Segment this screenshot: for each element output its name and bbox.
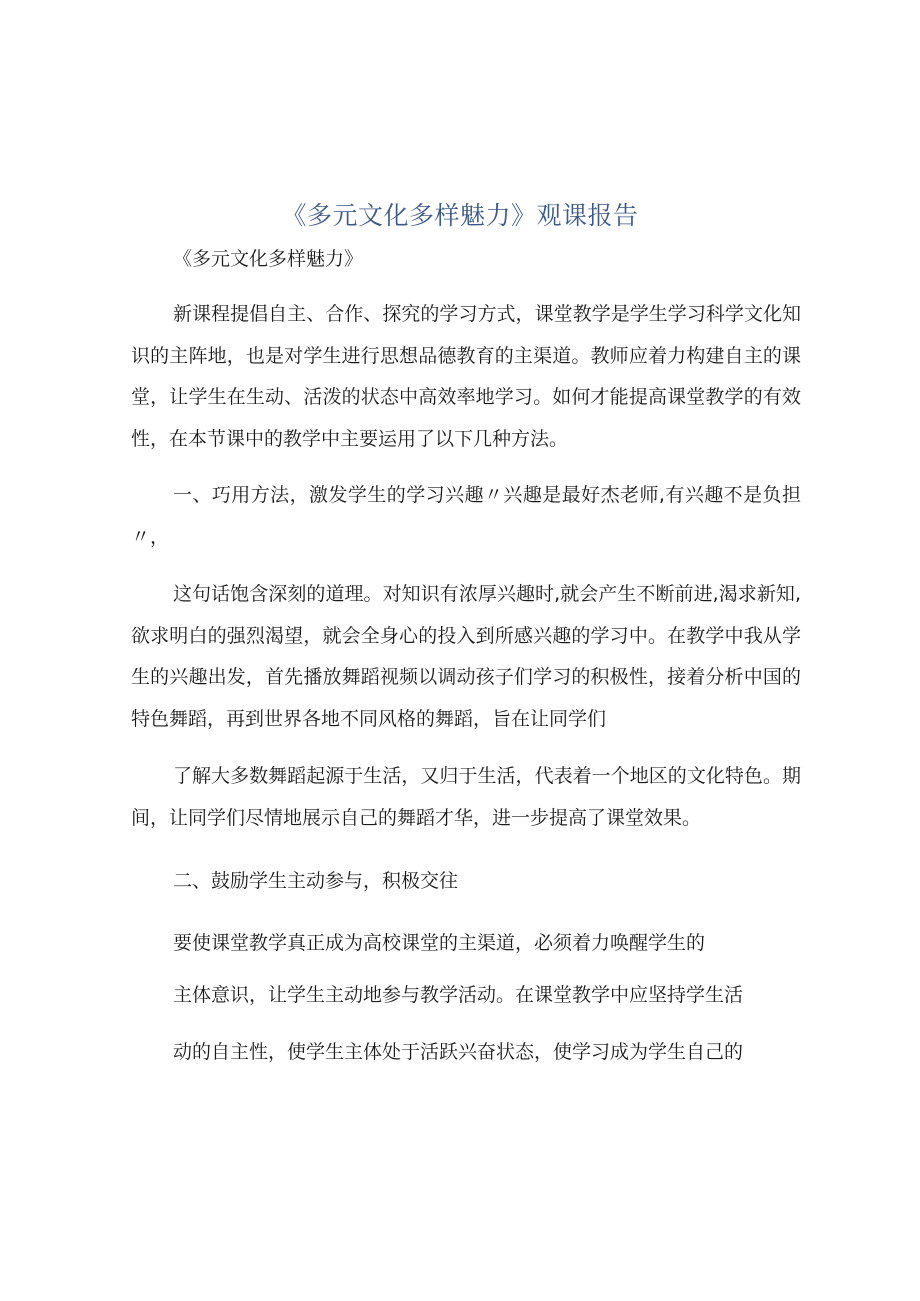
text-line: 要使课堂教学真正成为高校课堂的主渠道，必须着力唤醒学生的 (173, 932, 706, 954)
paragraph-dance-culture: 了解大多数舞蹈起源于生活，又归于生活，代表着一个地区的文化特色。期间，让同学们尽情地展示自己的舞蹈才华，进一步提高了课堂效果。 (131, 765, 801, 829)
section-two-heading: 二、鼓励学生主动参与，积极交往 (173, 870, 459, 892)
text-line: 动的自主性，使学生主体处于活跃兴奋状态，使学习成为学生自己的 (173, 1041, 744, 1063)
text-line: 主体意识，让学生主动地参与教学活动。在课堂教学中应坚持学生活 (173, 984, 744, 1006)
paragraph-section-one: 一、巧用方法，激发学生的学习兴趣〃兴趣是最好杰老师,有兴趣不是负担〃， (131, 484, 801, 548)
document-title: 《多元文化多样魅力》观课报告 (281, 201, 639, 230)
paragraph-interest: 这句话饱含深刻的道理。对知识有浓厚兴趣时,就会产生不断前进,渴求新知,欲求明白的强烈渴望，就会全身心的投入到所感兴趣的学习中。在教学中我从学生的兴趣出发，首先播放舞蹈视频以调动孩子们学习的积极性，接着分析中国的特色舞蹈，再到世界各地不同风格的舞蹈，旨在让同学们 (131, 583, 801, 730)
document-subtitle: 《多元文化多样魅力》 (173, 248, 364, 270)
paragraph-intro: 新课程提倡自主、合作、探究的学习方式，课堂教学是学生学习科学文化知识的主阵地，也是对学生进行思想品德教育的主渠道。教师应着力构建自主的课堂，让学生在生动、活泼的状态中高效率地学习。如何才能提高课堂教学的有效性，在本节课中的教学中主要运用了以下几种方法。 (131, 303, 801, 450)
